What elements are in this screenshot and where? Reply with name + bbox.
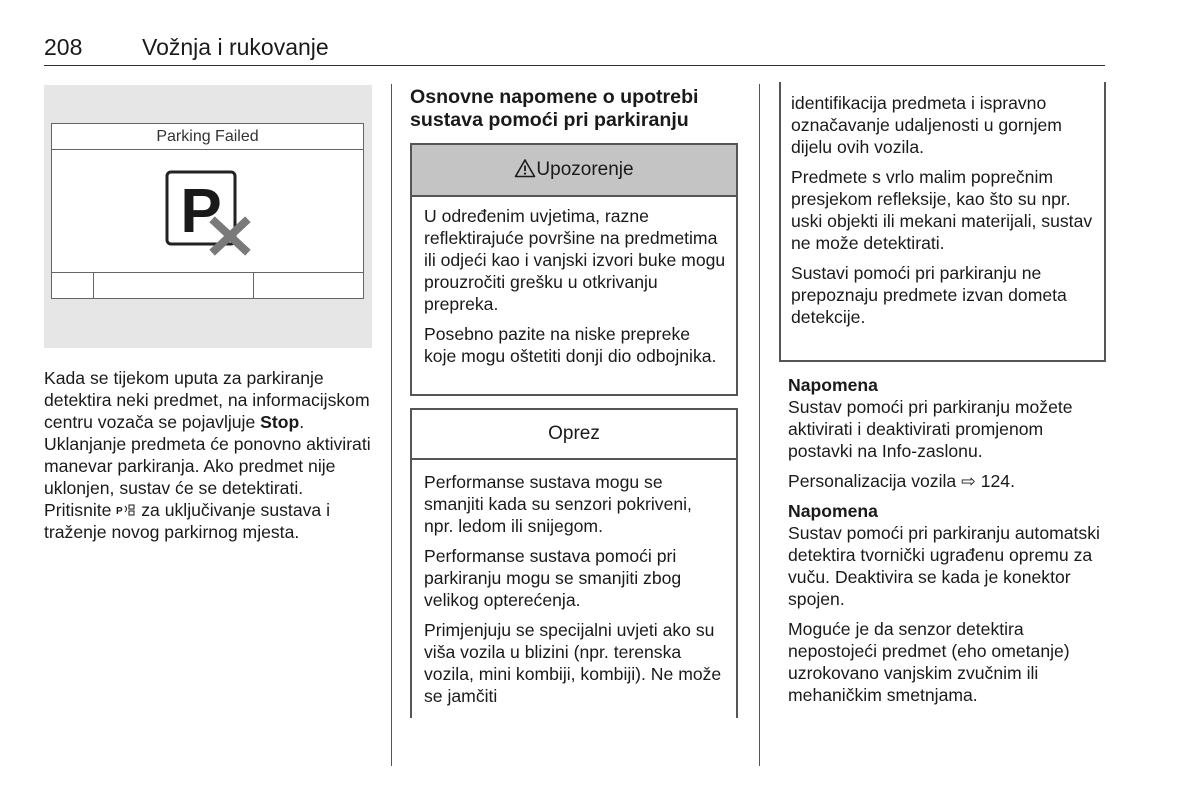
caution-box-continued <box>779 82 1106 362</box>
note-text: Sustav pomoći pri parkiranju automatski detektira tvornički ugrađenu opremu za vuču. Deaktivira se kada je konektor spojen. <box>788 523 1100 609</box>
caution-continued-body <box>791 92 1096 336</box>
svg-text:P: P <box>116 506 124 517</box>
screen-softkey-bar <box>52 272 363 299</box>
paragraph-text: za uključivanje sustava i traženje novog parkirnog mjesta. <box>44 500 330 542</box>
reference-label: Personalizacija vozila <box>788 471 957 491</box>
parking-failed-figure <box>44 85 372 348</box>
note-heading: Napomena <box>788 501 878 521</box>
park-assist-button-icon <box>116 503 136 517</box>
caution-body <box>424 471 726 715</box>
caution-title: Oprez <box>412 410 736 460</box>
stop-instruction-paragraph <box>44 367 372 543</box>
softkey-divider <box>253 273 254 299</box>
warning-triangle-icon <box>514 158 536 178</box>
caution-paragraph: Primjenjuju se specijalni uvjeti ako su viša vozila u blizini (npr. terenska vozila, mini kombiji, kombiji). Ne može se jamčiti <box>424 620 722 706</box>
caution-paragraph: Performanse sustava mogu se smanjiti kada su senzori pokriveni, npr. ledom ili snijegom. <box>424 472 692 536</box>
page-title: Vožnja i rukovanje <box>142 34 329 60</box>
warning-title: Upozorenje <box>536 159 634 180</box>
caution-paragraph: identifikacija predmeta i ispravno označavanje udaljenosti u gornjem dijelu ovih vozila. <box>791 93 1062 157</box>
cross-reference <box>788 470 1108 492</box>
caution-paragraph: Sustavi pomoći pri parkiranju ne prepoznaju predmete izvan dometa detekcije. <box>791 263 1067 327</box>
paragraph-text: Kada se tijekom uputa za parkiranje detektira neki predmet, na informacijskom centru vozača se pojavljuje <box>44 368 370 432</box>
notes-section <box>788 374 1108 714</box>
warning-box <box>410 143 738 396</box>
reference-arrow-icon: ⇨ <box>961 471 976 491</box>
page-number: 208 <box>44 34 83 60</box>
warning-paragraph: U određenim uvjetima, razne reflektirajuće površine na predmetima ili odjeći kao i vanjski izvori buke mogu prouzročiti grešku u otkrivanju prepreka. <box>424 206 726 314</box>
warning-paragraph: Posebno pazite na niske prepreke koje mogu oštetiti donji dio odbojnika. <box>424 324 717 366</box>
caution-paragraph: Performanse sustava pomoći pri parkiranju mogu se smanjiti zbog velikog opterećenja. <box>424 546 682 610</box>
screen-title: Parking Failed <box>52 124 363 150</box>
paragraph-text: . Uklanjanje predmeta će ponovno aktivirati manevar parkiranja. Ako predmet nije uklonjen, sustav će se detektirati. Pritisnite <box>44 412 371 520</box>
softkey-divider <box>93 273 94 299</box>
warning-header <box>412 145 736 197</box>
reference-page: 124. <box>980 471 1015 491</box>
stop-label: Stop <box>260 412 300 432</box>
display-screen <box>51 123 364 299</box>
parking-failed-icon <box>165 170 255 256</box>
note-text: Moguće je da senzor detektira nepostojeći predmet (eho ometanje) uzrokovano vanjskim zvučnim ili mehaničkim smetnjama. <box>788 619 1070 705</box>
caution-box <box>410 408 738 718</box>
note-text: Sustav pomoći pri parkiranju možete aktivirati i deaktivirati promjenom postavki na Info-zaslonu. <box>788 397 1073 461</box>
section-heading: Osnovne napomene o upotrebi sustava pomoći pri parkiranju <box>410 86 699 131</box>
caution-paragraph: Predmete s vrlo malim poprečnim presjekom refleksije, kao što su npr. uski objekti ili mekani materijali, sustav ne može detektirati. <box>791 167 1093 253</box>
warning-body <box>424 205 726 375</box>
column-divider-left <box>391 84 392 766</box>
column-divider-right <box>759 84 760 766</box>
header-rule <box>44 65 1105 66</box>
svg-text:P: P <box>180 177 222 246</box>
note-heading: Napomena <box>788 375 878 395</box>
